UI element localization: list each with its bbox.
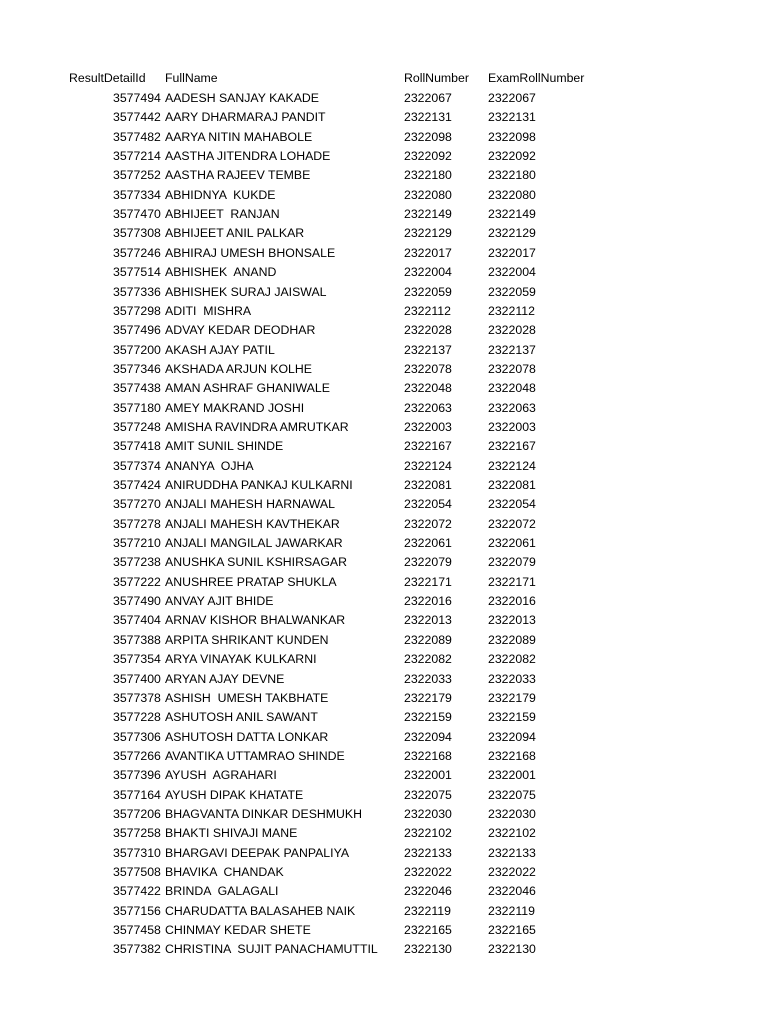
table-row xyxy=(0,631,768,650)
cell-full-name: AKSHADA ARJUN KOLHE xyxy=(165,361,312,376)
cell-roll-number: 2322048 xyxy=(404,381,452,396)
cell-roll-number: 2322137 xyxy=(404,342,452,357)
cell-roll-number: 2322167 xyxy=(404,439,452,454)
cell-full-name: BRINDA GALAGALI xyxy=(165,884,279,899)
cell-full-name: AYUSH AGRAHARI xyxy=(165,768,277,783)
cell-roll-number: 2322004 xyxy=(404,265,452,280)
cell-exam-roll-number: 2322081 xyxy=(488,478,536,492)
column-header-full-name: FullName xyxy=(165,71,218,85)
cell-roll-number: 2322149 xyxy=(404,207,452,222)
cell-roll-number: 2322179 xyxy=(404,690,452,705)
table-row xyxy=(0,89,768,108)
column-header-result-detail-id: ResultDetailId xyxy=(69,71,146,85)
cell-full-name: ABHIJEET RANJAN xyxy=(165,207,280,222)
cell-exam-roll-number: 2322030 xyxy=(488,806,536,821)
cell-result-detail-id: 3577270 xyxy=(113,497,161,512)
table-row xyxy=(0,108,768,127)
cell-full-name: ANANYA OJHA xyxy=(165,458,254,473)
cell-result-detail-id: 3577334 xyxy=(113,187,161,202)
cell-result-detail-id: 3577388 xyxy=(113,632,161,647)
cell-exam-roll-number: 2322130 xyxy=(488,942,536,957)
cell-exam-roll-number: 2322180 xyxy=(488,168,536,183)
table-row xyxy=(0,205,768,224)
cell-roll-number: 2322130 xyxy=(404,942,452,957)
cell-roll-number: 2322092 xyxy=(404,149,452,164)
cell-exam-roll-number: 2322003 xyxy=(488,419,536,434)
cell-result-detail-id: 3577514 xyxy=(113,265,161,280)
cell-full-name: ANVAY AJIT BHIDE xyxy=(165,594,274,609)
cell-roll-number: 2322063 xyxy=(404,400,452,415)
cell-full-name: BHAKTI SHIVAJI MANE xyxy=(165,826,298,841)
cell-roll-number: 2322013 xyxy=(404,613,452,628)
cell-result-detail-id: 3577494 xyxy=(113,91,161,105)
cell-exam-roll-number: 2322033 xyxy=(488,671,536,686)
table-row xyxy=(0,263,768,282)
cell-result-detail-id: 3577180 xyxy=(113,400,161,415)
cell-result-detail-id: 3577248 xyxy=(113,419,161,434)
table-row xyxy=(0,534,768,553)
table-row xyxy=(0,844,768,863)
cell-result-detail-id: 3577508 xyxy=(113,865,161,879)
cell-exam-roll-number: 2322102 xyxy=(488,826,536,841)
cell-exam-roll-number: 2322137 xyxy=(488,342,536,357)
cell-roll-number: 2322098 xyxy=(404,129,452,144)
cell-exam-roll-number: 2322063 xyxy=(488,400,536,415)
cell-result-detail-id: 3577298 xyxy=(113,303,161,318)
cell-exam-roll-number: 2322124 xyxy=(488,458,536,473)
table-row xyxy=(0,341,768,360)
cell-full-name: AMAN ASHRAF GHANIWALE xyxy=(165,381,330,396)
cell-full-name: CHRISTINA SUJIT PANACHAMUTTIL xyxy=(165,942,378,957)
cell-result-detail-id: 3577278 xyxy=(113,516,161,531)
cell-exam-roll-number: 2322149 xyxy=(488,207,536,222)
cell-exam-roll-number: 2322129 xyxy=(488,226,536,241)
cell-exam-roll-number: 2322028 xyxy=(488,323,536,338)
cell-full-name: CHARUDATTA BALASAHEB NAIK xyxy=(165,903,356,918)
table-row xyxy=(0,786,768,805)
cell-roll-number: 2322102 xyxy=(404,826,452,841)
cell-roll-number: 2322054 xyxy=(404,497,452,512)
cell-full-name: ABHISHEK ANAND xyxy=(165,265,277,280)
cell-exam-roll-number: 2322067 xyxy=(488,91,536,105)
table-row xyxy=(0,360,768,379)
table-row xyxy=(0,747,768,766)
cell-result-detail-id: 3577214 xyxy=(113,149,161,164)
cell-roll-number: 2322089 xyxy=(404,632,452,647)
cell-roll-number: 2322046 xyxy=(404,884,452,899)
cell-roll-number: 2322124 xyxy=(404,458,452,473)
cell-roll-number: 2322080 xyxy=(404,187,452,202)
cell-result-detail-id: 3577252 xyxy=(113,168,161,183)
cell-exam-roll-number: 2322168 xyxy=(488,748,536,763)
cell-roll-number: 2322072 xyxy=(404,516,452,531)
cell-result-detail-id: 3577308 xyxy=(113,226,161,241)
cell-full-name: AMIT SUNIL SHINDE xyxy=(165,439,284,454)
cell-exam-roll-number: 2322167 xyxy=(488,439,536,454)
cell-exam-roll-number: 2322089 xyxy=(488,632,536,647)
cell-result-detail-id: 3577458 xyxy=(113,923,161,938)
cell-roll-number: 2322165 xyxy=(404,923,452,938)
cell-full-name: ADVAY KEDAR DEODHAR xyxy=(165,323,316,338)
cell-result-detail-id: 3577438 xyxy=(113,381,161,396)
table-row xyxy=(0,399,768,418)
cell-full-name: ANUSHREE PRATAP SHUKLA xyxy=(165,574,337,589)
cell-exam-roll-number: 2322046 xyxy=(488,884,536,899)
cell-result-detail-id: 3577346 xyxy=(113,361,161,376)
cell-full-name: ABHIJEET ANIL PALKAR xyxy=(165,226,305,241)
cell-full-name: AASTHA RAJEEV TEMBE xyxy=(165,168,311,183)
cell-full-name: AMEY MAKRAND JOSHI xyxy=(165,400,305,415)
table-row xyxy=(0,650,768,669)
table-row xyxy=(0,611,768,630)
cell-result-detail-id: 3577210 xyxy=(113,536,161,551)
cell-full-name: CHINMAY KEDAR SHETE xyxy=(165,923,311,938)
cell-roll-number: 2322081 xyxy=(404,478,452,492)
cell-full-name: ANJALI MANGILAL JAWARKAR xyxy=(165,536,343,551)
cell-full-name: BHAVIKA CHANDAK xyxy=(165,865,284,879)
cell-full-name: BHARGAVI DEEPAK PANPALIYA xyxy=(165,845,350,860)
table-row xyxy=(0,728,768,747)
cell-exam-roll-number: 2322078 xyxy=(488,361,536,376)
cell-result-detail-id: 3577336 xyxy=(113,284,161,299)
cell-result-detail-id: 3577404 xyxy=(113,613,161,628)
cell-result-detail-id: 3577374 xyxy=(113,458,161,473)
cell-full-name: AYUSH DIPAK KHATATE xyxy=(165,787,304,802)
cell-result-detail-id: 3577206 xyxy=(113,806,161,821)
table-row xyxy=(0,863,768,882)
cell-full-name: ARYA VINAYAK KULKARNI xyxy=(165,652,317,667)
cell-roll-number: 2322079 xyxy=(404,555,452,570)
cell-result-detail-id: 3577258 xyxy=(113,826,161,841)
cell-full-name: ABHISHEK SURAJ JAISWAL xyxy=(165,284,327,299)
table-row xyxy=(0,940,768,959)
table-row xyxy=(0,902,768,921)
cell-exam-roll-number: 2322017 xyxy=(488,245,536,260)
table-row xyxy=(0,515,768,534)
cell-full-name: ANUSHKA SUNIL KSHIRSAGAR xyxy=(165,555,347,570)
cell-exam-roll-number: 2322061 xyxy=(488,536,536,551)
cell-exam-roll-number: 2322075 xyxy=(488,787,536,802)
table-row xyxy=(0,186,768,205)
cell-roll-number: 2322119 xyxy=(404,903,451,918)
table-row xyxy=(0,882,768,901)
cell-roll-number: 2322033 xyxy=(404,671,452,686)
cell-roll-number: 2322017 xyxy=(404,245,452,260)
cell-roll-number: 2322003 xyxy=(404,419,452,434)
cell-result-detail-id: 3577482 xyxy=(113,129,161,144)
table-row xyxy=(0,592,768,611)
cell-exam-roll-number: 2322048 xyxy=(488,381,536,396)
cell-roll-number: 2322094 xyxy=(404,729,452,744)
cell-result-detail-id: 3577228 xyxy=(113,710,161,725)
cell-result-detail-id: 3577496 xyxy=(113,323,161,338)
cell-exam-roll-number: 2322179 xyxy=(488,690,536,705)
cell-exam-roll-number: 2322171 xyxy=(488,574,536,589)
cell-roll-number: 2322171 xyxy=(404,574,452,589)
cell-result-detail-id: 3577200 xyxy=(113,342,161,357)
cell-full-name: ARYAN AJAY DEVNE xyxy=(165,671,285,686)
cell-exam-roll-number: 2322094 xyxy=(488,729,536,744)
cell-roll-number: 2322112 xyxy=(404,303,451,318)
cell-full-name: ABHIDNYA KUKDE xyxy=(165,187,276,202)
table-row xyxy=(0,166,768,185)
cell-exam-roll-number: 2322082 xyxy=(488,652,536,667)
cell-roll-number: 2322133 xyxy=(404,845,452,860)
table-row xyxy=(0,495,768,514)
cell-result-detail-id: 3577490 xyxy=(113,594,161,609)
cell-roll-number: 2322075 xyxy=(404,787,452,802)
table-row xyxy=(0,553,768,572)
cell-roll-number: 2322016 xyxy=(404,594,452,609)
cell-exam-roll-number: 2322098 xyxy=(488,129,536,144)
cell-full-name: ADITI MISHRA xyxy=(165,303,252,318)
cell-exam-roll-number: 2322092 xyxy=(488,149,536,164)
cell-result-detail-id: 3577354 xyxy=(113,652,161,667)
cell-roll-number: 2322059 xyxy=(404,284,452,299)
cell-full-name: AARYA NITIN MAHABOLE xyxy=(165,129,313,144)
table-row xyxy=(0,437,768,456)
cell-result-detail-id: 3577306 xyxy=(113,729,161,744)
table-row xyxy=(0,418,768,437)
cell-roll-number: 2322030 xyxy=(404,806,452,821)
cell-exam-roll-number: 2322059 xyxy=(488,284,536,299)
cell-roll-number: 2322082 xyxy=(404,652,452,667)
cell-full-name: AASTHA JITENDRA LOHADE xyxy=(165,149,331,164)
cell-exam-roll-number: 2322159 xyxy=(488,710,536,725)
cell-result-detail-id: 3577418 xyxy=(113,439,161,454)
table-row xyxy=(0,379,768,398)
cell-exam-roll-number: 2322022 xyxy=(488,865,536,879)
cell-full-name: ASHUTOSH DATTA LONKAR xyxy=(165,729,329,744)
table-row xyxy=(0,147,768,166)
cell-full-name: ASHISH UMESH TAKBHATE xyxy=(165,690,329,705)
cell-full-name: BHAGVANTA DINKAR DESHMUKH xyxy=(165,806,363,821)
cell-full-name: ANJALI MAHESH KAVTHEKAR xyxy=(165,516,340,531)
cell-exam-roll-number: 2322079 xyxy=(488,555,536,570)
table-row xyxy=(0,670,768,689)
cell-full-name: AVANTIKA UTTAMRAO SHINDE xyxy=(165,748,345,763)
cell-exam-roll-number: 2322001 xyxy=(488,768,536,783)
table-row xyxy=(0,224,768,243)
cell-result-detail-id: 3577400 xyxy=(113,671,161,686)
cell-roll-number: 2322067 xyxy=(404,91,452,105)
table-row xyxy=(0,708,768,727)
cell-result-detail-id: 3577378 xyxy=(113,690,161,705)
cell-roll-number: 2322022 xyxy=(404,865,452,879)
cell-result-detail-id: 3577222 xyxy=(113,574,161,589)
cell-result-detail-id: 3577396 xyxy=(113,768,161,783)
cell-result-detail-id: 3577238 xyxy=(113,555,161,570)
cell-roll-number: 2322131 xyxy=(404,110,452,125)
cell-full-name: ABHIRAJ UMESH BHONSALE xyxy=(165,245,336,260)
cell-full-name: AARY DHARMARAJ PANDIT xyxy=(165,110,326,125)
cell-exam-roll-number: 2322133 xyxy=(488,845,536,860)
cell-full-name: AMISHA RAVINDRA AMRUTKAR xyxy=(165,419,349,434)
table-row xyxy=(0,457,768,476)
table-row xyxy=(0,128,768,147)
cell-roll-number: 2322001 xyxy=(404,768,452,783)
cell-roll-number: 2322159 xyxy=(404,710,452,725)
table-row xyxy=(0,805,768,824)
cell-exam-roll-number: 2322112 xyxy=(488,303,535,318)
cell-roll-number: 2322180 xyxy=(404,168,452,183)
cell-result-detail-id: 3577424 xyxy=(113,478,161,492)
cell-roll-number: 2322061 xyxy=(404,536,452,551)
cell-full-name: ANJALI MAHESH HARNAWAL xyxy=(165,497,335,512)
cell-exam-roll-number: 2322072 xyxy=(488,516,536,531)
cell-exam-roll-number: 2322016 xyxy=(488,594,536,609)
table-row xyxy=(0,244,768,263)
table-row xyxy=(0,476,768,495)
cell-exam-roll-number: 2322080 xyxy=(488,187,536,202)
cell-exam-roll-number: 2322119 xyxy=(488,903,535,918)
table-row xyxy=(0,766,768,785)
table-row xyxy=(0,321,768,340)
cell-result-detail-id: 3577266 xyxy=(113,748,161,763)
cell-result-detail-id: 3577382 xyxy=(113,942,161,957)
cell-full-name: ASHUTOSH ANIL SAWANT xyxy=(165,710,318,725)
cell-result-detail-id: 3577164 xyxy=(113,787,161,802)
table-row xyxy=(0,302,768,321)
cell-result-detail-id: 3577310 xyxy=(113,845,161,860)
cell-full-name: ARNAV KISHOR BHALWANKAR xyxy=(165,613,346,628)
cell-roll-number: 2322168 xyxy=(404,748,452,763)
cell-exam-roll-number: 2322004 xyxy=(488,265,536,280)
cell-full-name: AKASH AJAY PATIL xyxy=(165,342,275,357)
table-row xyxy=(0,921,768,940)
cell-result-detail-id: 3577470 xyxy=(113,207,161,222)
cell-full-name: ARPITA SHRIKANT KUNDEN xyxy=(165,632,329,647)
cell-exam-roll-number: 2322165 xyxy=(488,923,536,938)
cell-exam-roll-number: 2322054 xyxy=(488,497,536,512)
cell-exam-roll-number: 2322013 xyxy=(488,613,536,628)
cell-result-detail-id: 3577422 xyxy=(113,884,161,899)
cell-exam-roll-number: 2322131 xyxy=(488,110,536,125)
cell-roll-number: 2322129 xyxy=(404,226,452,241)
table-row xyxy=(0,689,768,708)
cell-roll-number: 2322028 xyxy=(404,323,452,338)
table-row xyxy=(0,573,768,592)
cell-result-detail-id: 3577156 xyxy=(113,903,161,918)
cell-full-name: AADESH SANJAY KAKADE xyxy=(165,91,319,105)
column-header-roll-number: RollNumber xyxy=(404,71,469,85)
cell-full-name: ANIRUDDHA PANKAJ KULKARNI xyxy=(165,478,353,492)
cell-result-detail-id: 3577442 xyxy=(113,110,161,125)
table-row xyxy=(0,283,768,302)
table-header xyxy=(0,69,768,88)
cell-roll-number: 2322078 xyxy=(404,361,452,376)
cell-result-detail-id: 3577246 xyxy=(113,245,161,260)
column-header-exam-roll-number: ExamRollNumber xyxy=(488,71,585,85)
table-row xyxy=(0,824,768,843)
